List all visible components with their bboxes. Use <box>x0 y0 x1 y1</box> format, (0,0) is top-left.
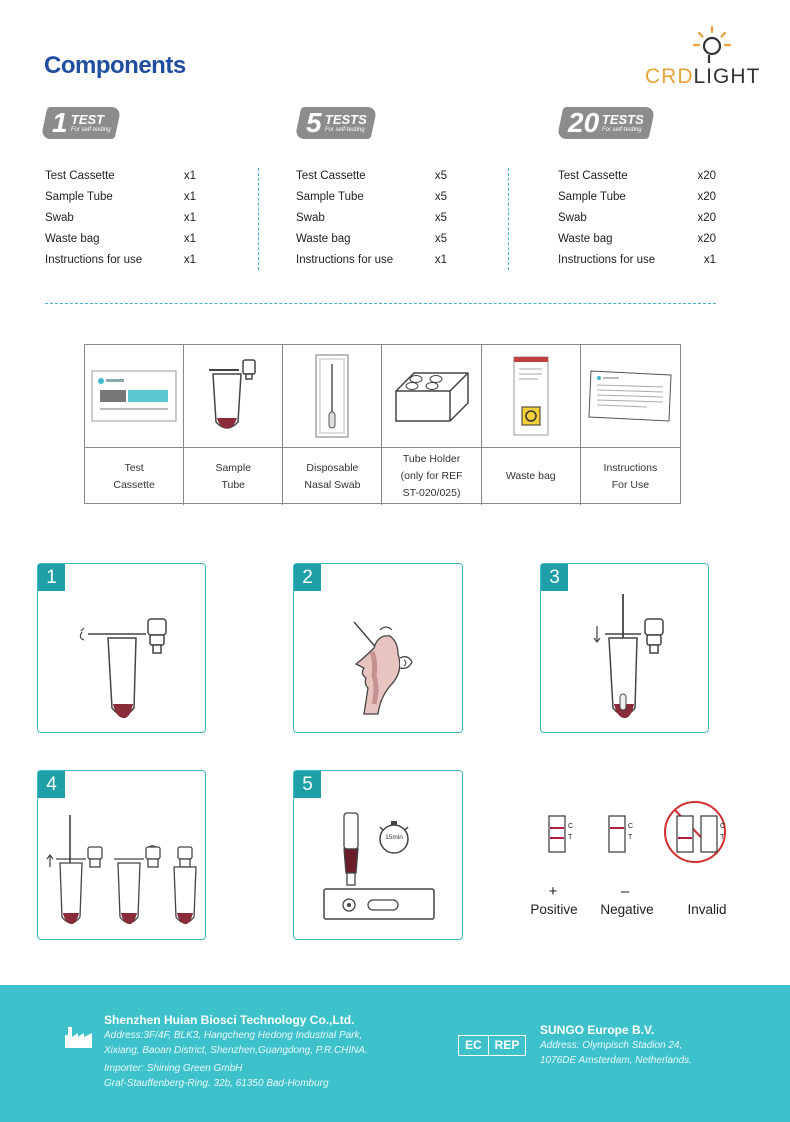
pack-badge-5 <box>295 107 378 139</box>
test-line-label: T <box>568 834 573 841</box>
instructions-image <box>581 345 680 448</box>
item-name: Swab <box>296 212 325 224</box>
importer-address: Graf-Stauffenberg-Ring. 32b, 61350 Bad-Homburg <box>104 1078 329 1089</box>
positive-sign: + <box>548 883 558 900</box>
control-line-label: C <box>720 823 726 830</box>
item-qty: x20 <box>697 191 716 203</box>
test-cassette-image <box>85 345 184 448</box>
results-panel <box>525 800 745 930</box>
manufacturer-address: Address:3F/4F, BLK3, Hangcheng Hedong Industrial Park, <box>104 1030 363 1041</box>
item-qty: x20 <box>697 170 716 182</box>
pack-number: 1 <box>52 107 68 138</box>
manufacturer-address: Xixiang, Baoan District, Shenzhen,Guangdong, P.R.CHINA. <box>104 1045 368 1056</box>
pack-sub: For self-testing <box>602 126 642 133</box>
pack-list-1 <box>45 168 196 273</box>
pack-sub: For self-testing <box>324 126 365 133</box>
logo-text-crd: CRD <box>645 65 694 88</box>
list-item <box>296 168 447 189</box>
logo-text-light: LIGHT <box>693 65 761 88</box>
step-number: 1 <box>38 564 65 591</box>
divider <box>508 168 509 270</box>
item-qty: x20 <box>697 233 716 245</box>
list-item <box>296 252 447 273</box>
eu-rep-name: SUNGO Europe B.V. <box>540 1023 655 1037</box>
step-number: 3 <box>541 564 568 591</box>
item-name: Waste bag <box>45 233 100 245</box>
step-number: 5 <box>294 771 321 798</box>
item-qty: x1 <box>183 170 196 182</box>
step-3-panel <box>540 563 709 733</box>
item-qty: x5 <box>434 233 447 245</box>
ec-rep-symbol <box>458 1035 526 1056</box>
lightbulb-icon <box>691 25 733 65</box>
item-qty: x1 <box>183 191 196 203</box>
item-name: Swab <box>558 212 587 224</box>
item-qty: x5 <box>434 170 447 182</box>
pack-number: 5 <box>306 107 322 138</box>
pack-number: 20 <box>568 107 600 138</box>
step-2-panel <box>293 563 463 733</box>
component-label: Instructions For Use <box>603 461 658 491</box>
item-name: Swab <box>45 212 74 224</box>
components-table <box>84 344 681 504</box>
list-item <box>45 210 196 231</box>
manufacturer-name: Shenzhen Huian Biosci Technology Co.,Ltd. <box>104 1013 355 1027</box>
pack-badge-1 <box>41 107 122 139</box>
list-item <box>296 189 447 210</box>
item-name: Sample Tube <box>296 191 364 203</box>
nasal-swab-illustration <box>294 564 464 734</box>
item-qty: x5 <box>434 191 447 203</box>
pack-sub: For self-testing <box>70 126 111 133</box>
footer <box>0 985 790 1122</box>
component-label: Test Cassette <box>85 448 184 505</box>
component-label: Disposable Nasal Swab <box>283 448 382 505</box>
insert-swab-illustration <box>541 564 710 734</box>
cap-tube-illustration <box>38 771 207 941</box>
step-1-panel <box>37 563 206 733</box>
rep-label: REP <box>488 1036 526 1055</box>
item-name: Test Cassette <box>45 170 115 182</box>
item-qty: x1 <box>183 233 196 245</box>
step-number: 2 <box>294 564 321 591</box>
eu-rep-address: 1076DE Amsterdam, Netherlands. <box>540 1055 692 1066</box>
item-qty: x20 <box>697 212 716 224</box>
item-name: Sample Tube <box>558 191 626 203</box>
page-title: Components <box>44 52 186 79</box>
apply-sample-illustration <box>294 771 464 941</box>
pack-badge-20 <box>557 107 656 139</box>
result-cassettes <box>525 800 745 880</box>
manufacturer-icon <box>64 1025 94 1049</box>
list-item <box>296 231 447 252</box>
open-tube-illustration <box>38 564 207 734</box>
list-item <box>558 189 716 210</box>
item-name: Instructions for use <box>45 254 143 266</box>
component-label: Sample Tube <box>184 448 283 505</box>
step-4-panel <box>37 770 206 940</box>
test-line-label: T <box>720 834 725 841</box>
list-item <box>45 168 196 189</box>
waste-bag-image <box>482 345 581 448</box>
importer-name: Importer: Shining Green GmbH <box>104 1063 243 1074</box>
tube-holder-image <box>382 345 481 448</box>
divider <box>258 168 259 270</box>
pack-list-20 <box>558 168 716 273</box>
item-qty: x5 <box>434 212 447 224</box>
list-item <box>45 252 196 273</box>
negative-label: Negative <box>600 902 654 917</box>
item-qty: x1 <box>183 212 196 224</box>
list-item <box>45 189 196 210</box>
item-qty: x1 <box>434 254 447 266</box>
ec-label: EC <box>465 1038 482 1052</box>
item-name: Sample Tube <box>45 191 113 203</box>
brand-logo <box>645 25 780 95</box>
eu-rep-address: Address: Olympisch Stadion 24, <box>540 1040 683 1051</box>
item-name: Test Cassette <box>558 170 628 182</box>
list-item <box>558 210 716 231</box>
list-item <box>558 252 716 273</box>
item-qty: x1 <box>183 254 196 266</box>
component-label: Tube Holder (only for REF ST-020/025) <box>382 448 481 505</box>
pack-label: TEST <box>70 111 104 127</box>
pack-label: TESTS <box>602 111 645 127</box>
step-number: 4 <box>38 771 65 798</box>
item-name: Waste bag <box>296 233 351 245</box>
control-line-label: C <box>568 823 574 830</box>
list-item <box>558 231 716 252</box>
negative-sign: – <box>620 883 630 900</box>
item-name: Test Cassette <box>296 170 366 182</box>
item-qty: x1 <box>703 254 716 266</box>
timer-label: 15min <box>385 834 403 841</box>
step-5-panel <box>293 770 463 940</box>
test-line-label: T <box>628 834 633 841</box>
pack-list-5 <box>296 168 447 273</box>
swab-image <box>283 345 382 448</box>
component-label: Waste bag <box>482 448 581 505</box>
pack-label: TESTS <box>324 111 367 127</box>
item-name: Instructions for use <box>296 254 394 266</box>
control-line-label: C <box>628 823 634 830</box>
item-name: Instructions for use <box>558 254 656 266</box>
section-divider <box>45 303 716 304</box>
invalid-label: Invalid <box>687 902 727 917</box>
positive-label: Positive <box>530 902 578 917</box>
sample-tube-image <box>184 345 283 448</box>
list-item <box>296 210 447 231</box>
item-name: Waste bag <box>558 233 613 245</box>
list-item <box>45 231 196 252</box>
list-item <box>558 168 716 189</box>
